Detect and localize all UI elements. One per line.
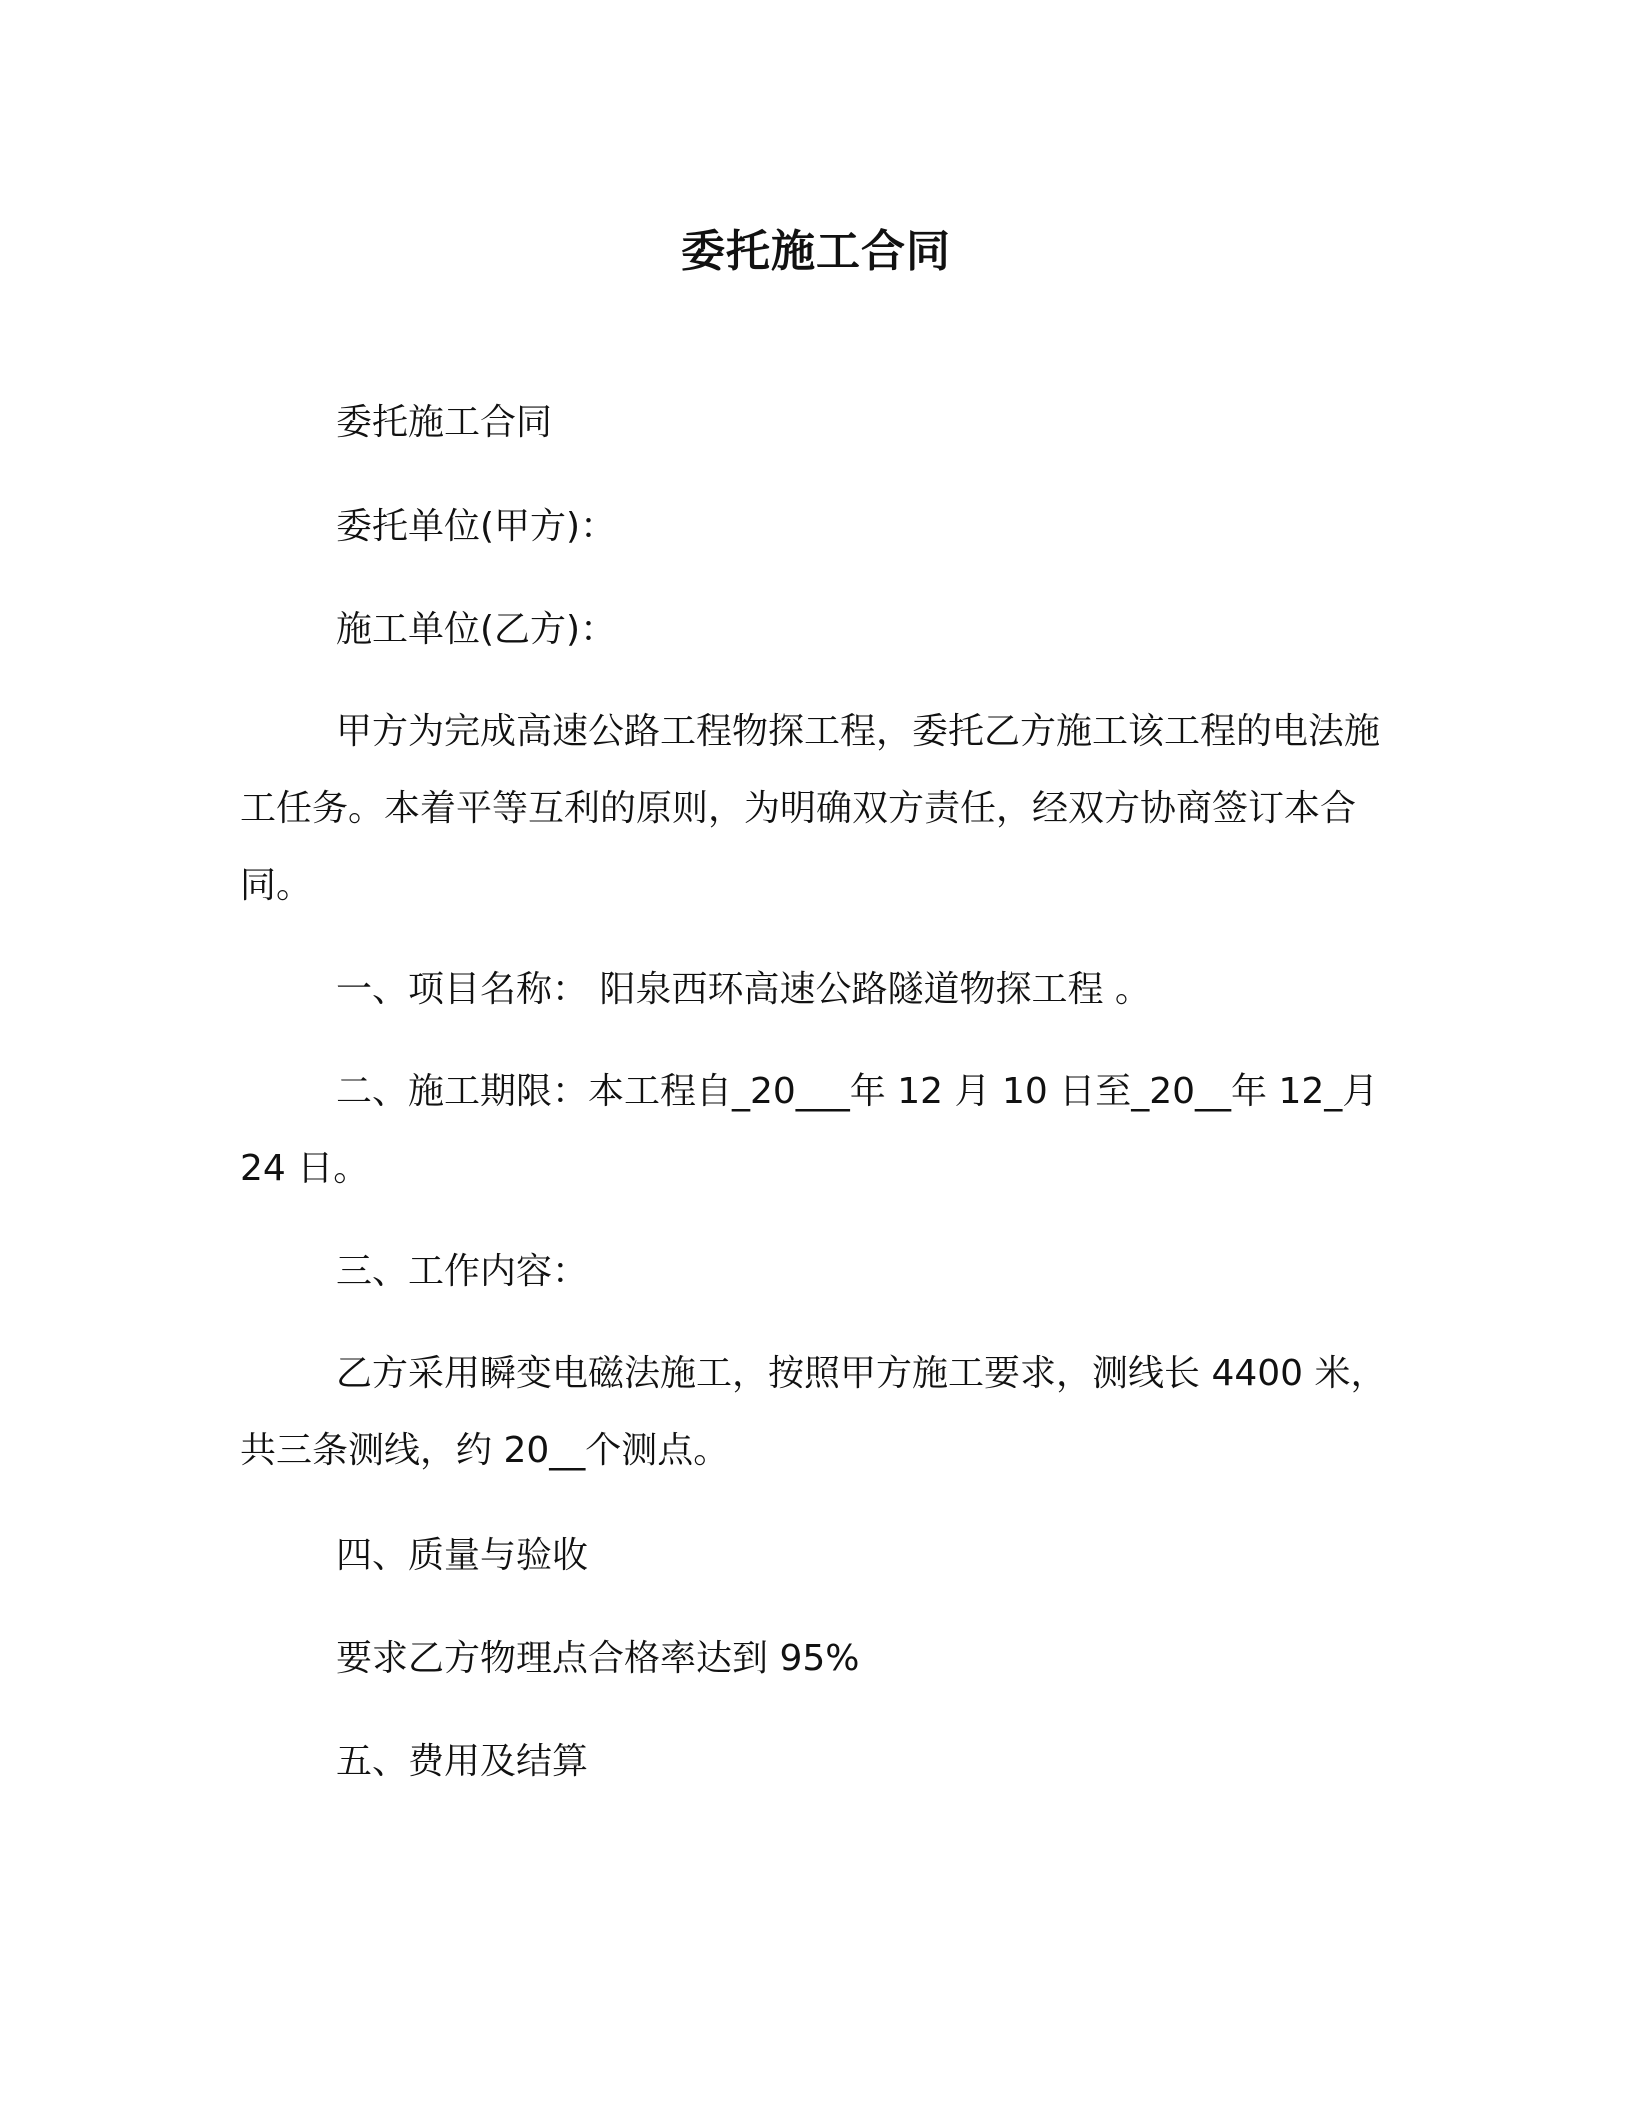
preamble-paragraph: 甲方为完成高速公路工程物探工程，委托乙方施工该工程的电法施工任务。本着平等互利的原则，为明确双方责任，经双方协商签订本合同。 xyxy=(240,711,1381,906)
quality-requirement-paragraph: 要求乙方物理点合格率达到 95% xyxy=(336,1638,860,1679)
work-content-paragraph: 乙方采用瞬变电磁法施工，按照甲方施工要求，测线长 4400 米，共三条测线，约 20__个测点。 xyxy=(240,1353,1387,1471)
section-quality-heading: 四、质量与验收 xyxy=(336,1535,589,1576)
section-work-content-heading: 三、工作内容： xyxy=(336,1251,589,1292)
document-title: 委托施工合同 xyxy=(681,226,951,277)
section-fees-heading: 五、费用及结算 xyxy=(336,1741,589,1782)
contractor-party-line: 施工单位(乙方)： xyxy=(336,609,617,650)
section-project-name: 一、项目名称： 阳泉西环高速公路隧道物探工程 。 xyxy=(336,969,1151,1010)
client-party-line: 委托单位(甲方)： xyxy=(336,506,617,547)
section-construction-period: 二、施工期限：本工程自_20___年 12 月 10 日至_20__年 12_月 24 日。 xyxy=(240,1071,1379,1189)
contract-heading: 委托施工合同 xyxy=(336,402,553,443)
